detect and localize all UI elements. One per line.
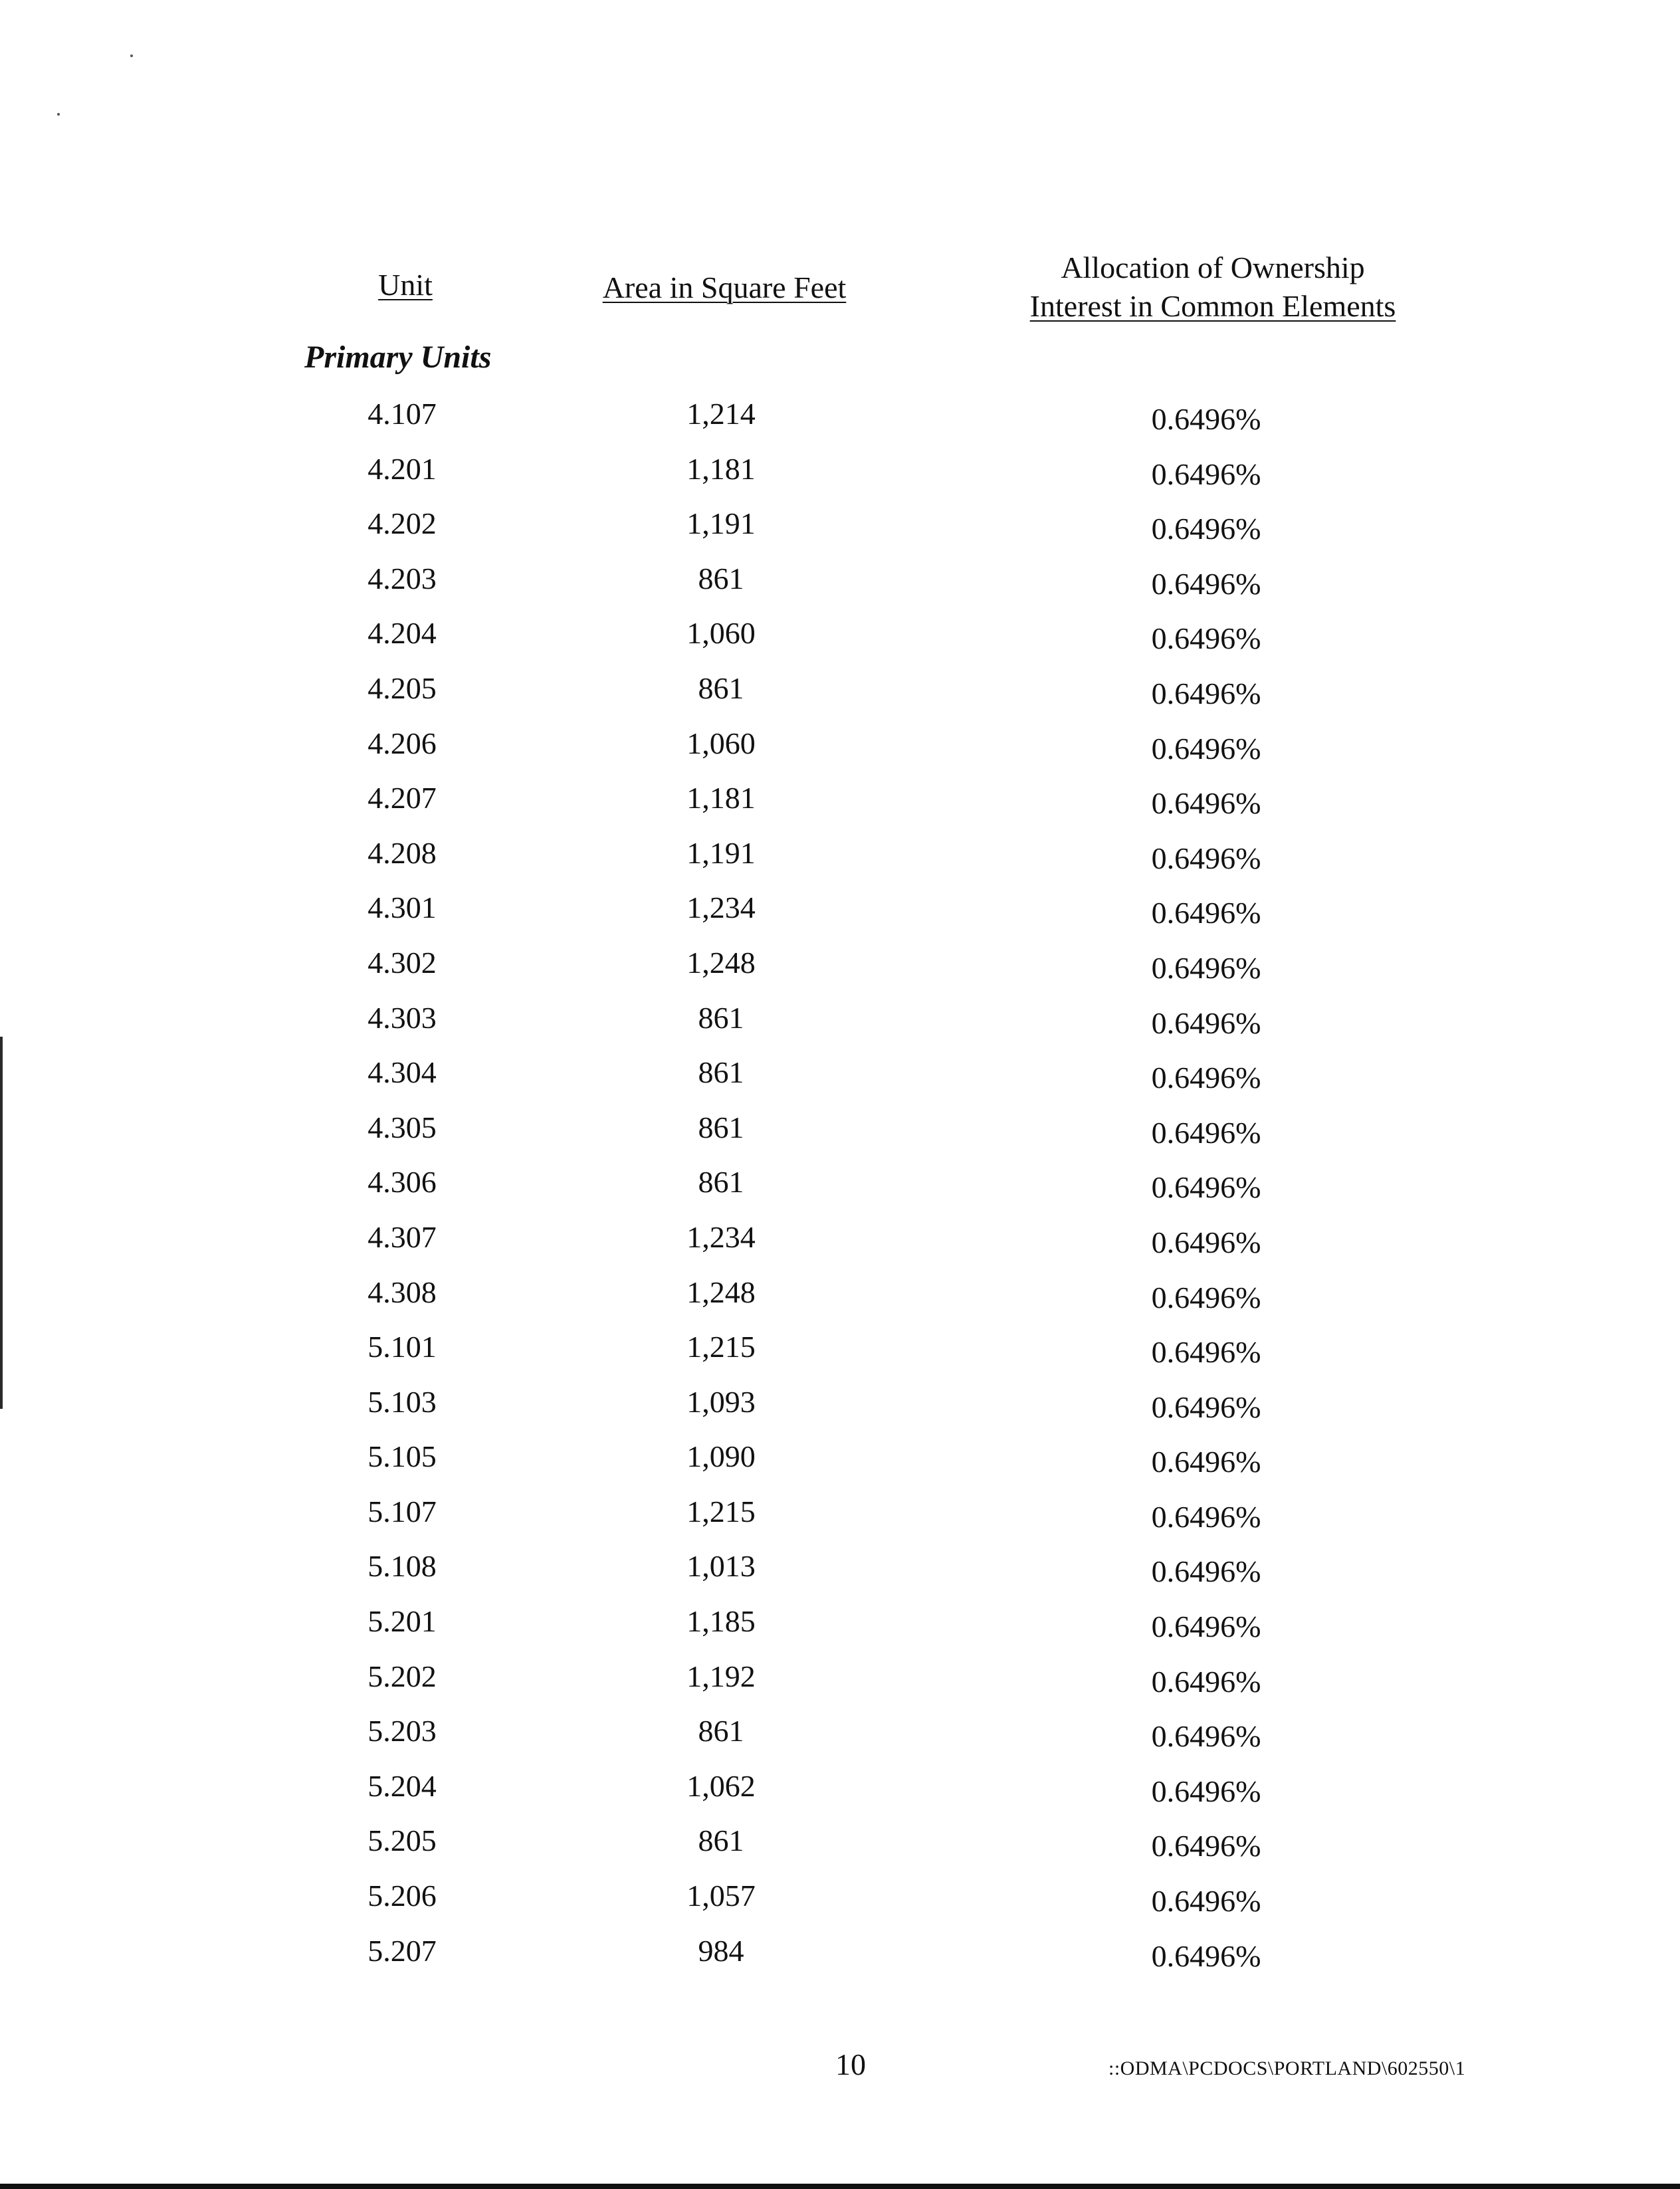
table-row <box>0 1712 1680 1767</box>
table-row <box>0 1218 1680 1273</box>
allocation-cell: 0.6496% <box>1151 896 1261 930</box>
unit-cell: 5.203 <box>368 1714 437 1748</box>
area-cell: 1,060 <box>686 616 756 651</box>
area-cell: 1,093 <box>686 1384 756 1419</box>
table-row <box>0 560 1680 615</box>
area-cell: 861 <box>698 1055 744 1090</box>
area-cell: 1,234 <box>686 890 756 925</box>
table-row <box>0 999 1680 1054</box>
unit-header-label: Unit <box>378 268 433 302</box>
table-row <box>0 504 1680 560</box>
table-row <box>0 1657 1680 1713</box>
allocation-cell: 0.6496% <box>1151 1115 1261 1150</box>
area-cell: 1,234 <box>686 1219 756 1254</box>
area-cell: 1,062 <box>686 1768 756 1803</box>
allocation-cell: 0.6496% <box>1151 1664 1261 1699</box>
area-cell: 1,248 <box>686 1275 756 1309</box>
area-cell: 1,215 <box>686 1494 756 1528</box>
allocation-cell: 0.6496% <box>1151 1445 1261 1479</box>
area-cell: 861 <box>698 1714 744 1748</box>
unit-cell: 4.302 <box>368 945 437 980</box>
area-cell: 861 <box>698 1824 744 1858</box>
area-cell: 1,215 <box>686 1330 756 1364</box>
unit-cell: 4.107 <box>368 397 437 431</box>
area-cell: 1,060 <box>686 726 756 760</box>
unit-cell: 5.202 <box>368 1659 437 1693</box>
allocation-cell: 0.6496% <box>1151 1170 1261 1205</box>
area-cell: 861 <box>698 1165 744 1199</box>
area-cell: 1,185 <box>686 1604 756 1639</box>
units-table-body <box>0 395 1680 1986</box>
area-cell: 1,248 <box>686 945 756 980</box>
unit-cell: 4.304 <box>368 1055 437 1090</box>
allocation-cell: 0.6496% <box>1151 566 1261 601</box>
unit-cell: 5.103 <box>368 1384 437 1419</box>
table-row <box>0 1328 1680 1383</box>
table-row <box>0 1273 1680 1328</box>
allocation-cell: 0.6496% <box>1151 950 1261 985</box>
area-header-label: Area in Square Feet <box>602 270 847 304</box>
unit-cell: 4.301 <box>368 890 437 925</box>
area-cell: 861 <box>698 1000 744 1035</box>
table-row <box>0 614 1680 669</box>
unit-cell: 5.204 <box>368 1768 437 1803</box>
table-row <box>0 779 1680 834</box>
allocation-cell: 0.6496% <box>1151 621 1261 656</box>
unit-cell: 4.308 <box>368 1275 437 1309</box>
unit-cell: 4.303 <box>368 1000 437 1035</box>
allocation-cell: 0.6496% <box>1151 1554 1261 1589</box>
table-row <box>0 450 1680 505</box>
unit-cell: 4.208 <box>368 835 437 870</box>
table-row <box>0 1767 1680 1822</box>
allocation-cell: 0.6496% <box>1151 786 1261 821</box>
unit-cell: 5.205 <box>368 1824 437 1858</box>
area-cell: 1,013 <box>686 1549 756 1584</box>
area-cell: 984 <box>698 1933 744 1968</box>
allocation-cell: 0.6496% <box>1151 1061 1261 1095</box>
unit-cell: 4.205 <box>368 671 437 705</box>
table-row <box>0 669 1680 724</box>
area-cell: 1,192 <box>686 1659 756 1693</box>
allocation-cell: 0.6496% <box>1151 1719 1261 1754</box>
document-path: ::ODMA\PCDOCS\PORTLAND\602550\1 <box>1108 2057 1466 2079</box>
allocation-cell: 0.6496% <box>1151 1499 1261 1534</box>
unit-cell: 4.202 <box>368 506 437 541</box>
allocation-header-line1: Allocation of Ownership <box>1061 251 1365 284</box>
area-cell: 1,057 <box>686 1879 756 1913</box>
table-row <box>0 1163 1680 1218</box>
table-row <box>0 1822 1680 1877</box>
area-cell: 861 <box>698 671 744 705</box>
table-row <box>0 1383 1680 1438</box>
allocation-cell: 0.6496% <box>1151 676 1261 710</box>
table-row <box>0 888 1680 944</box>
unit-cell: 5.207 <box>368 1933 437 1968</box>
unit-cell: 4.201 <box>368 451 437 486</box>
area-column-header <box>558 268 891 307</box>
allocation-cell: 0.6496% <box>1151 1829 1261 1863</box>
allocation-cell: 0.6496% <box>1151 1884 1261 1919</box>
unit-cell: 5.105 <box>368 1439 437 1474</box>
unit-cell: 4.207 <box>368 781 437 815</box>
scan-speck <box>130 54 133 57</box>
unit-cell: 4.307 <box>368 1219 437 1254</box>
allocation-cell: 0.6496% <box>1151 1390 1261 1424</box>
unit-cell: 4.305 <box>368 1110 437 1144</box>
table-row <box>0 1877 1680 1932</box>
table-row <box>0 1437 1680 1493</box>
area-cell: 1,191 <box>686 835 756 870</box>
allocation-cell: 0.6496% <box>1151 841 1261 875</box>
allocation-cell: 0.6496% <box>1151 1225 1261 1259</box>
table-row <box>0 1602 1680 1657</box>
unit-cell: 4.206 <box>368 726 437 760</box>
table-row <box>0 1547 1680 1602</box>
allocation-cell: 0.6496% <box>1151 1610 1261 1644</box>
unit-cell: 5.201 <box>368 1604 437 1639</box>
area-cell: 1,090 <box>686 1439 756 1474</box>
allocation-cell: 0.6496% <box>1151 731 1261 766</box>
area-cell: 1,191 <box>686 506 756 541</box>
allocation-cell: 0.6496% <box>1151 1335 1261 1370</box>
allocation-column-header <box>984 249 1442 326</box>
allocation-cell: 0.6496% <box>1151 512 1261 546</box>
table-row <box>0 834 1680 889</box>
allocation-cell: 0.6496% <box>1151 402 1261 436</box>
unit-cell: 5.107 <box>368 1494 437 1528</box>
table-row <box>0 944 1680 999</box>
table-row <box>0 1108 1680 1164</box>
section-label-primary-units: Primary Units <box>304 340 492 375</box>
allocation-cell: 0.6496% <box>1151 1774 1261 1808</box>
area-cell: 1,181 <box>686 451 756 486</box>
allocation-cell: 0.6496% <box>1151 1938 1261 1973</box>
area-cell: 1,214 <box>686 397 756 431</box>
unit-cell: 4.203 <box>368 561 437 595</box>
scan-edge-bottom <box>0 2184 1680 2189</box>
unit-cell: 5.206 <box>368 1879 437 1913</box>
area-cell: 861 <box>698 1110 744 1144</box>
page-number: 10 <box>835 2047 866 2081</box>
table-row <box>0 1932 1680 1987</box>
area-cell: 1,181 <box>686 781 756 815</box>
unit-cell: 4.306 <box>368 1165 437 1199</box>
unit-cell: 5.108 <box>368 1549 437 1584</box>
allocation-header-line2: Interest in Common Elements <box>1029 289 1396 323</box>
table-row <box>0 1493 1680 1548</box>
table-row <box>0 724 1680 780</box>
scan-speck <box>57 113 60 116</box>
table-row <box>0 395 1680 450</box>
allocation-cell: 0.6496% <box>1151 1280 1261 1314</box>
table-row <box>0 1053 1680 1108</box>
allocation-cell: 0.6496% <box>1151 457 1261 491</box>
unit-cell: 4.204 <box>368 616 437 651</box>
unit-cell: 5.101 <box>368 1330 437 1364</box>
allocation-cell: 0.6496% <box>1151 1005 1261 1040</box>
unit-column-header <box>339 266 472 304</box>
area-cell: 861 <box>698 561 744 595</box>
